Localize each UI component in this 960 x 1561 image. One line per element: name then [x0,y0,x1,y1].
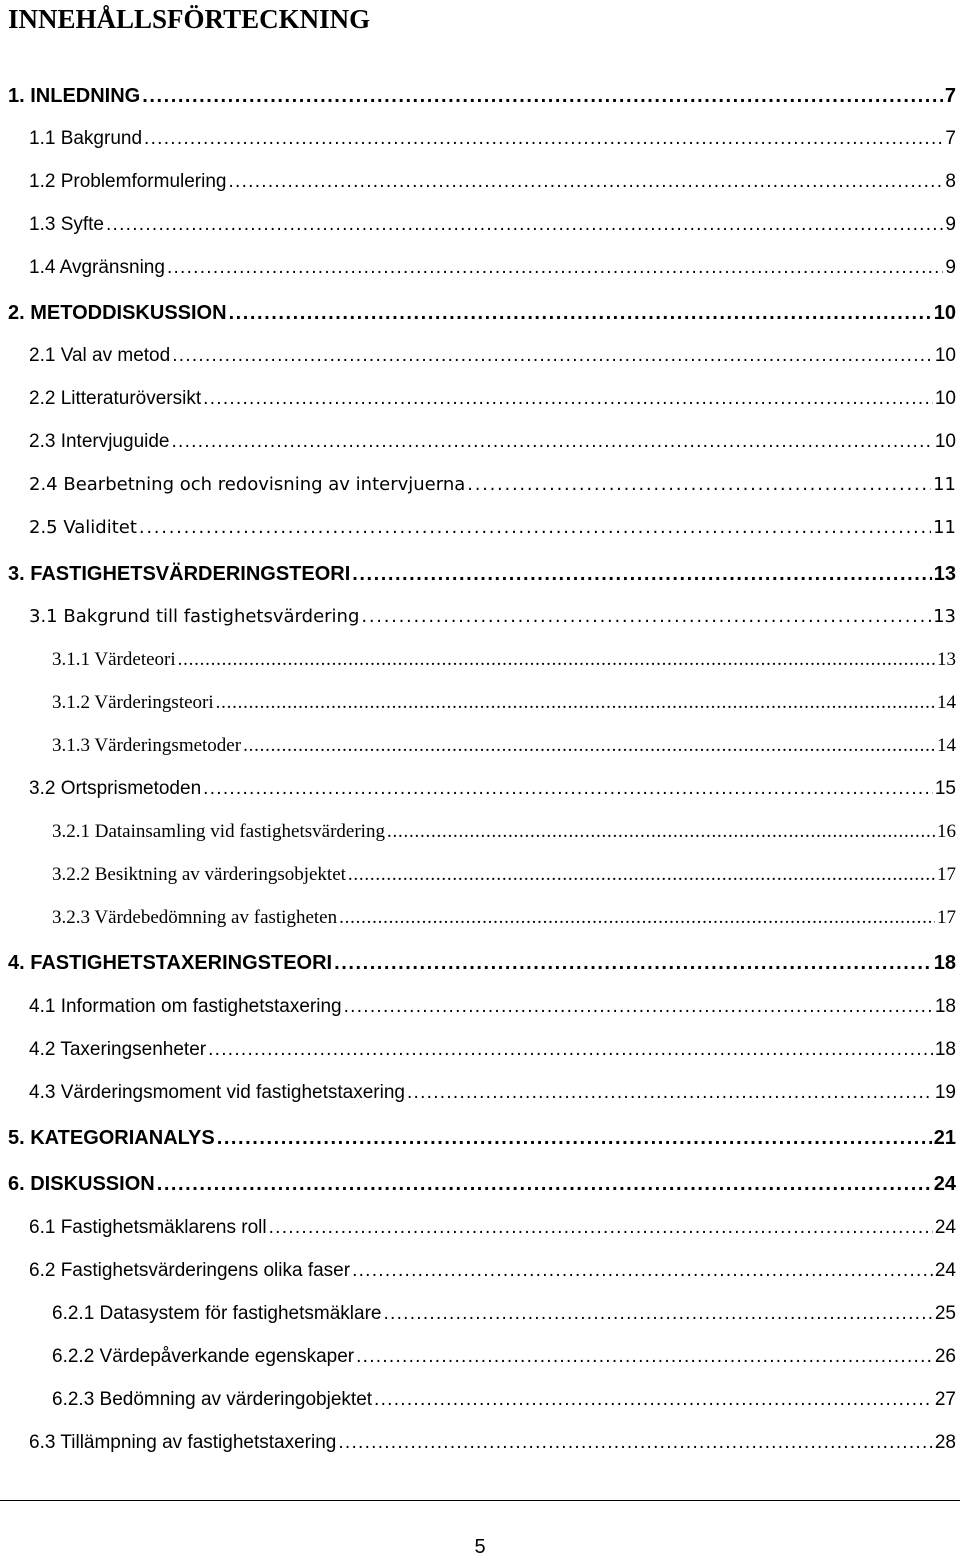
dot-leader [339,907,935,929]
toc-entry-page: 24 [934,1217,956,1238]
toc-entry-page: 14 [937,692,956,713]
dot-leader [243,735,935,757]
toc-entry-page: 7 [944,85,956,107]
toc-entry-page: 10 [933,302,956,324]
toc-entry-section[interactable] [0,1082,956,1112]
toc-entry-page: 18 [934,1039,956,1060]
dot-leader [361,606,931,627]
dot-leader [383,1303,932,1325]
toc-entry-label: 1.1 Bakgrund [29,128,143,149]
toc-entry-page: 10 [934,345,956,366]
dot-leader [203,388,933,410]
toc-entry-label: 3.2.1 Datainsamling vid fastighetsvärdering [52,821,385,842]
toc-entry-label: 2.1 Val av metod [29,345,171,366]
toc-entry-section[interactable] [0,1432,956,1462]
toc-entry-label: 6.2 Fastighetsvärderingens olika faser [29,1260,351,1281]
dot-leader [352,563,931,586]
dot-leader [356,1346,933,1368]
toc-entry-section[interactable] [0,1039,956,1069]
toc-entry-page: 24 [933,1173,956,1195]
dot-leader [208,1039,933,1061]
dot-leader [407,1082,933,1104]
toc-entry-page: 14 [937,735,956,756]
toc-entry-subsection[interactable] [0,864,956,894]
toc-entry-subsection[interactable] [0,1346,956,1376]
toc-entry-label: 3.1.2 Värderingsteori [52,692,214,713]
toc-entry-page: 13 [933,563,956,585]
toc-entry-page: 10 [934,431,956,452]
dot-leader [157,1173,932,1196]
toc-entry-page: 11 [933,474,956,495]
toc-entry-page: 17 [937,864,956,885]
dot-leader [269,1217,933,1239]
toc-entry-subsection[interactable] [0,821,956,851]
page-number: 5 [474,1536,486,1558]
toc-entry-chapter-2[interactable] [0,302,956,332]
toc-entry-chapter-5[interactable] [0,1127,956,1157]
toc-entry-section[interactable] [0,214,956,244]
toc-entry-page: 27 [934,1389,956,1410]
toc-entry-subsection[interactable] [0,692,956,722]
toc-entry-page: 9 [945,214,956,235]
toc-entry-page: 13 [933,606,956,627]
dot-leader [352,1260,933,1282]
toc-entry-section[interactable] [0,388,956,418]
toc-entry-section[interactable] [0,474,956,504]
dot-leader [387,821,935,843]
toc-entry-page: 19 [934,1082,956,1103]
toc-entry-subsection[interactable] [0,649,956,679]
toc-entry-page: 10 [934,388,956,409]
dot-leader [467,474,931,495]
dot-leader [334,952,932,975]
dot-leader [172,345,933,367]
toc-entry-label: 3.1.1 Värdeteori [52,649,176,670]
toc-entry-label: 4. FASTIGHETSTAXERINGSTEORI [8,952,333,974]
toc-entry-label: 6.2.2 Värdepåverkande egenskaper [52,1346,355,1367]
toc-entry-label: 2.2 Litteraturöversikt [29,388,202,409]
toc-entry-label: 4.3 Värderingsmoment vid fastighetstaxering [29,1082,405,1103]
toc-entry-page: 11 [933,517,956,538]
toc-entry-section[interactable] [0,996,956,1026]
dot-leader [217,1127,932,1150]
dot-leader [374,1389,933,1411]
toc-entry-section[interactable] [0,517,956,547]
toc-entry-label: 4.1 Information om fastighetstaxering [29,996,342,1017]
toc-entry-section[interactable] [0,345,956,375]
toc-entry-label: 2. METODDISKUSSION [8,302,227,324]
toc-entry-page: 8 [945,171,956,192]
toc-entry-chapter-3[interactable] [0,563,956,593]
toc-entry-chapter-1[interactable] [0,85,956,115]
dot-leader [172,431,933,453]
dot-leader [144,128,943,150]
toc-entry-label: 6. DISKUSSION [8,1173,155,1195]
toc-entry-section[interactable] [0,128,956,158]
toc-entry-chapter-6[interactable] [0,1173,956,1203]
toc-entry-label: 4.2 Taxeringsenheter [29,1039,207,1060]
toc-entry-page: 18 [933,952,956,974]
dot-leader [203,778,933,800]
toc-entry-page: 26 [934,1346,956,1367]
toc-entry-subsection[interactable] [0,735,956,765]
toc-entry-page: 7 [945,128,956,149]
toc-entry-label: 2.4 Bearbetning och redovisning av intervjuerna [29,474,466,495]
toc-entry-page: 16 [937,821,956,842]
dot-leader [228,171,943,193]
dot-leader [139,517,931,538]
toc-entry-page: 24 [934,1260,956,1281]
toc-entry-label: 1.3 Syfte [29,214,104,235]
dot-leader [178,649,935,671]
toc-entry-page: 21 [933,1127,956,1149]
toc-entry-page: 18 [934,996,956,1017]
toc-entry-section[interactable] [0,171,956,201]
toc-entry-label: 3.2.2 Besiktning av värderingsobjektet [52,864,346,885]
toc-entry-section[interactable] [0,1260,956,1290]
toc-entry-subsection[interactable] [0,907,956,937]
dot-leader [167,257,943,279]
toc-entry-page: 15 [934,778,956,799]
toc-entry-subsection[interactable] [0,1389,956,1419]
dot-leader [106,214,943,236]
toc-entry-label: 1.2 Problemformulering [29,171,227,192]
toc-entry-page: 9 [945,257,956,278]
footer-divider [0,1500,960,1501]
dot-leader [348,864,935,886]
toc-entry-label: 1. INLEDNING [8,85,141,107]
toc-entry-section[interactable] [0,778,956,808]
toc-entry-subsection[interactable] [0,1303,956,1333]
toc-entry-label: 6.2.1 Datasystem för fastighetsmäklare [52,1303,382,1324]
dot-leader [229,302,932,325]
toc-entry-label: 1.4 Avgränsning [29,257,165,278]
toc-entry-label: 2.3 Intervjuguide [29,431,170,452]
dot-leader [344,996,933,1018]
toc-entry-label: 3.1.3 Värderingsmetoder [52,735,242,756]
dot-leader [142,85,943,108]
dot-leader [216,692,935,714]
toc-entry-page: 17 [937,907,956,928]
dot-leader [338,1432,933,1454]
page-title: INNEHÅLLSFÖRTECKNING [8,4,371,34]
toc-entry-chapter-4[interactable] [0,952,956,982]
toc-entry-label: 2.5 Validitet [29,517,137,538]
toc-entry-label: 3.1 Bakgrund till fastighetsvärdering [29,606,360,627]
toc-entry-label: 3.2.3 Värdebedömning av fastigheten [52,907,338,928]
toc-entry-section[interactable] [0,1217,956,1247]
toc-entry-label: 5. KATEGORIANALYS [8,1127,215,1149]
toc-entry-label: 6.1 Fastighetsmäklarens roll [29,1217,267,1238]
toc-entry-label: 6.3 Tillämpning av fastighetstaxering [29,1432,337,1453]
toc-entry-page: 25 [934,1303,956,1324]
toc-entry-label: 3.2 Ortsprismetoden [29,778,202,799]
toc-entry-page: 28 [934,1432,956,1453]
toc-entry-section[interactable] [0,431,956,461]
toc-entry-label: 6.2.3 Bedömning av värderingobjektet [52,1389,373,1410]
toc-entry-page: 13 [937,649,956,670]
toc-entry-section[interactable] [0,606,956,636]
toc-entry-section[interactable] [0,257,956,287]
toc-entry-label: 3. FASTIGHETSVÄRDERINGSTEORI [8,563,351,585]
